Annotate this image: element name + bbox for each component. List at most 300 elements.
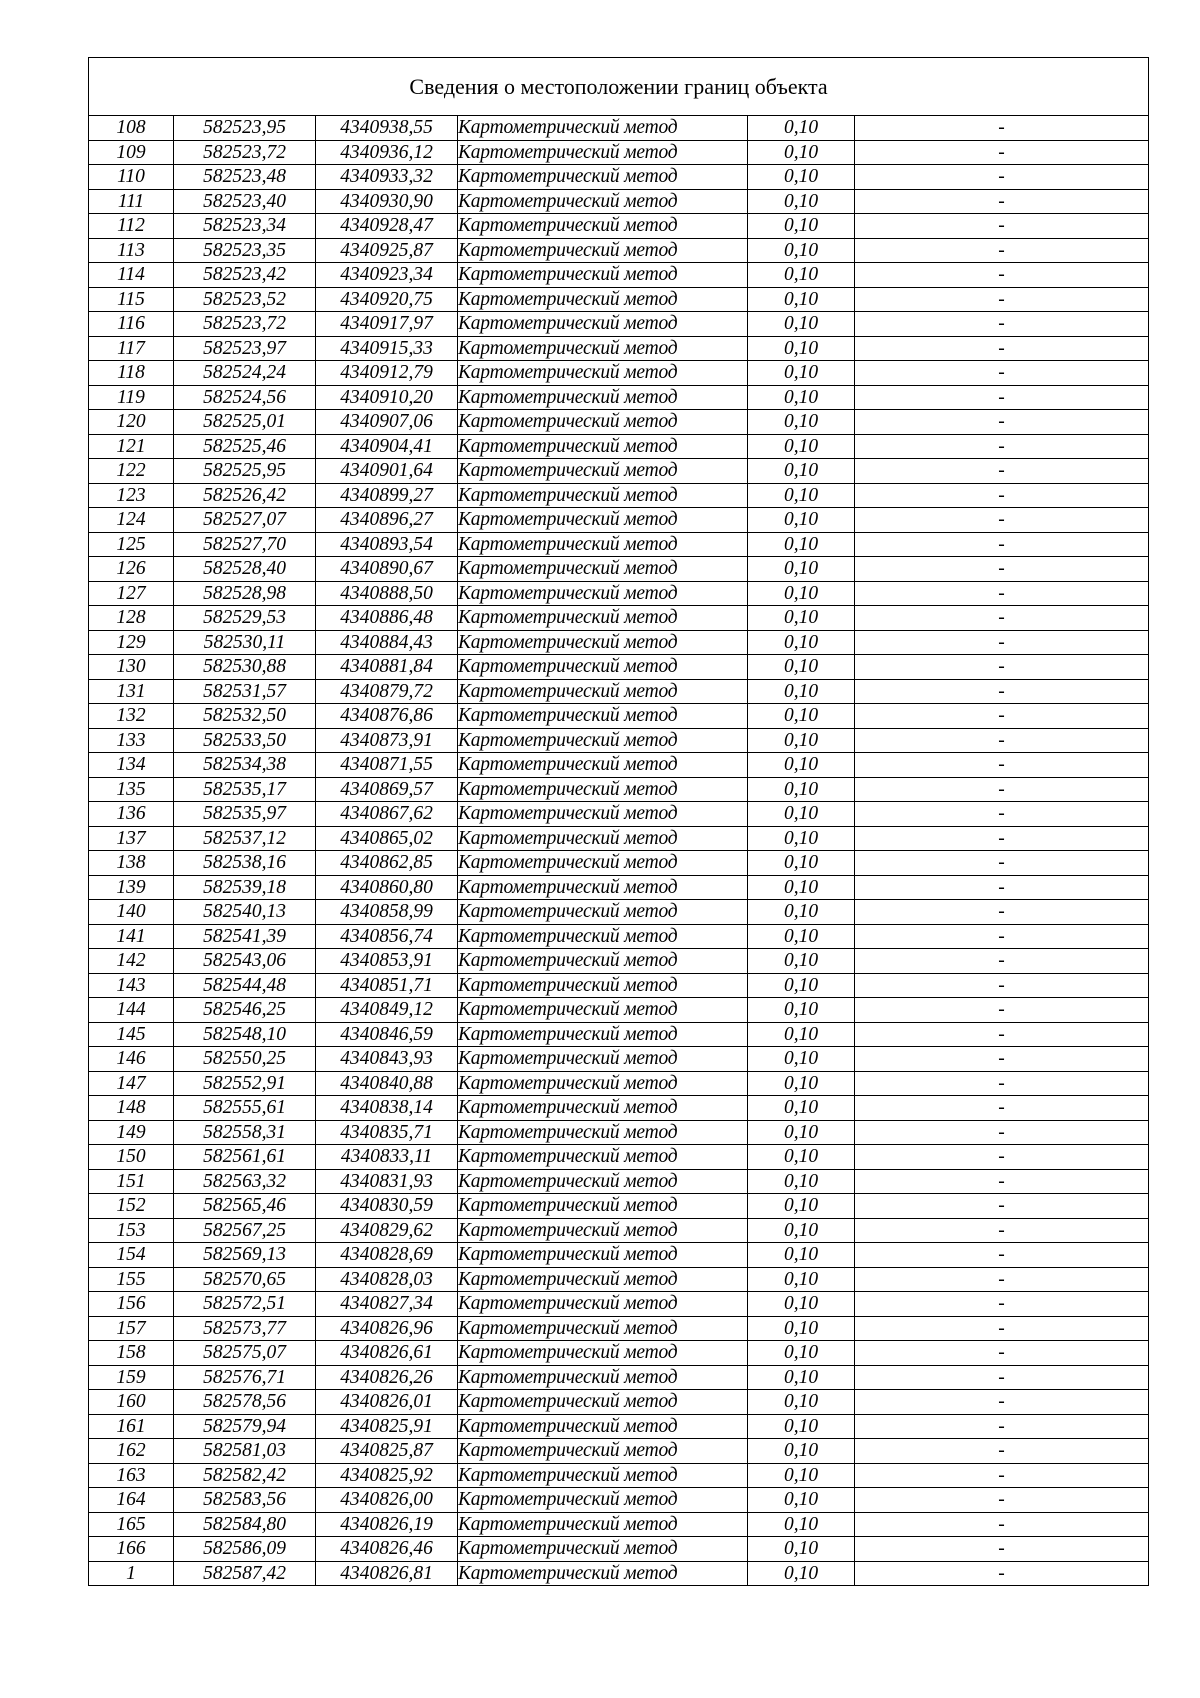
method-cell: Картометрический метод (458, 1145, 748, 1170)
note-cell: - (855, 1341, 1149, 1366)
y-coordinate-cell: 4340838,14 (316, 1096, 458, 1121)
y-coordinate-cell: 4340825,87 (316, 1439, 458, 1464)
note-cell: - (855, 312, 1149, 337)
precision-cell: 0,10 (748, 900, 855, 925)
note-cell: - (855, 434, 1149, 459)
table-row (89, 385, 1149, 410)
x-coordinate-cell: 582525,95 (174, 459, 316, 484)
table-row (89, 973, 1149, 998)
x-coordinate-cell: 582524,56 (174, 385, 316, 410)
table-row (89, 1120, 1149, 1145)
precision-cell: 0,10 (748, 728, 855, 753)
method-cell: Картометрический метод (458, 459, 748, 484)
point-number-cell: 134 (89, 753, 174, 778)
table-row (89, 802, 1149, 827)
x-coordinate-cell: 582550,25 (174, 1047, 316, 1072)
note-cell: - (855, 1463, 1149, 1488)
table-row (89, 753, 1149, 778)
table-row (89, 875, 1149, 900)
table-row (89, 140, 1149, 165)
precision-cell: 0,10 (748, 581, 855, 606)
x-coordinate-cell: 582525,46 (174, 434, 316, 459)
x-coordinate-cell: 582548,10 (174, 1022, 316, 1047)
point-number-cell: 145 (89, 1022, 174, 1047)
note-cell: - (855, 973, 1149, 998)
y-coordinate-cell: 4340828,69 (316, 1243, 458, 1268)
point-number-cell: 161 (89, 1414, 174, 1439)
y-coordinate-cell: 4340881,84 (316, 655, 458, 680)
note-cell: - (855, 1047, 1149, 1072)
y-coordinate-cell: 4340920,75 (316, 287, 458, 312)
table-row (89, 1390, 1149, 1415)
y-coordinate-cell: 4340840,88 (316, 1071, 458, 1096)
method-cell: Картометрический метод (458, 1537, 748, 1562)
point-number-cell: 139 (89, 875, 174, 900)
x-coordinate-cell: 582523,52 (174, 287, 316, 312)
point-number-cell: 125 (89, 532, 174, 557)
x-coordinate-cell: 582535,17 (174, 777, 316, 802)
precision-cell: 0,10 (748, 1120, 855, 1145)
x-coordinate-cell: 582534,38 (174, 753, 316, 778)
precision-cell: 0,10 (748, 1439, 855, 1464)
y-coordinate-cell: 4340925,87 (316, 238, 458, 263)
precision-cell: 0,10 (748, 875, 855, 900)
method-cell: Картометрический метод (458, 1561, 748, 1586)
table-row (89, 1341, 1149, 1366)
table-row (89, 581, 1149, 606)
precision-cell: 0,10 (748, 1218, 855, 1243)
note-cell: - (855, 1169, 1149, 1194)
y-coordinate-cell: 4340826,00 (316, 1488, 458, 1513)
table-row (89, 1218, 1149, 1243)
precision-cell: 0,10 (748, 1194, 855, 1219)
method-cell: Картометрический метод (458, 753, 748, 778)
method-cell: Картометрический метод (458, 1096, 748, 1121)
method-cell: Картометрический метод (458, 802, 748, 827)
method-cell: Картометрический метод (458, 140, 748, 165)
precision-cell: 0,10 (748, 679, 855, 704)
method-cell: Картометрический метод (458, 238, 748, 263)
point-number-cell: 109 (89, 140, 174, 165)
method-cell: Картометрический метод (458, 1316, 748, 1341)
y-coordinate-cell: 4340928,47 (316, 214, 458, 239)
precision-cell: 0,10 (748, 385, 855, 410)
y-coordinate-cell: 4340933,32 (316, 165, 458, 190)
table-row (89, 1047, 1149, 1072)
note-cell: - (855, 532, 1149, 557)
precision-cell: 0,10 (748, 238, 855, 263)
y-coordinate-cell: 4340936,12 (316, 140, 458, 165)
table-row (89, 410, 1149, 435)
point-number-cell: 110 (89, 165, 174, 190)
point-number-cell: 131 (89, 679, 174, 704)
note-cell: - (855, 851, 1149, 876)
precision-cell: 0,10 (748, 459, 855, 484)
precision-cell: 0,10 (748, 753, 855, 778)
precision-cell: 0,10 (748, 140, 855, 165)
y-coordinate-cell: 4340843,93 (316, 1047, 458, 1072)
point-number-cell: 158 (89, 1341, 174, 1366)
note-cell: - (855, 949, 1149, 974)
y-coordinate-cell: 4340826,46 (316, 1537, 458, 1562)
point-number-cell: 142 (89, 949, 174, 974)
y-coordinate-cell: 4340825,92 (316, 1463, 458, 1488)
point-number-cell: 115 (89, 287, 174, 312)
y-coordinate-cell: 4340826,19 (316, 1512, 458, 1537)
precision-cell: 0,10 (748, 434, 855, 459)
table-row (89, 655, 1149, 680)
table-row (89, 1096, 1149, 1121)
table-row (89, 998, 1149, 1023)
method-cell: Картометрический метод (458, 263, 748, 288)
note-cell: - (855, 777, 1149, 802)
note-cell: - (855, 336, 1149, 361)
note-cell: - (855, 998, 1149, 1023)
method-cell: Картометрический метод (458, 189, 748, 214)
method-cell: Картометрический метод (458, 826, 748, 851)
method-cell: Картометрический метод (458, 1341, 748, 1366)
note-cell: - (855, 1022, 1149, 1047)
x-coordinate-cell: 582587,42 (174, 1561, 316, 1586)
x-coordinate-cell: 582575,07 (174, 1341, 316, 1366)
table-row (89, 1022, 1149, 1047)
point-number-cell: 152 (89, 1194, 174, 1219)
note-cell: - (855, 189, 1149, 214)
precision-cell: 0,10 (748, 214, 855, 239)
y-coordinate-cell: 4340867,62 (316, 802, 458, 827)
y-coordinate-cell: 4340876,86 (316, 704, 458, 729)
table-row (89, 1145, 1149, 1170)
y-coordinate-cell: 4340907,06 (316, 410, 458, 435)
y-coordinate-cell: 4340923,34 (316, 263, 458, 288)
note-cell: - (855, 1071, 1149, 1096)
note-cell: - (855, 1439, 1149, 1464)
x-coordinate-cell: 582576,71 (174, 1365, 316, 1390)
table-row (89, 483, 1149, 508)
point-number-cell: 108 (89, 116, 174, 141)
y-coordinate-cell: 4340851,71 (316, 973, 458, 998)
x-coordinate-cell: 582526,42 (174, 483, 316, 508)
point-number-cell: 160 (89, 1390, 174, 1415)
method-cell: Картометрический метод (458, 1267, 748, 1292)
point-number-cell: 127 (89, 581, 174, 606)
x-coordinate-cell: 582530,88 (174, 655, 316, 680)
y-coordinate-cell: 4340910,20 (316, 385, 458, 410)
table-body (89, 116, 1149, 1586)
precision-cell: 0,10 (748, 1096, 855, 1121)
method-cell: Картометрический метод (458, 1022, 748, 1047)
point-number-cell: 117 (89, 336, 174, 361)
x-coordinate-cell: 582533,50 (174, 728, 316, 753)
precision-cell: 0,10 (748, 1047, 855, 1072)
point-number-cell: 144 (89, 998, 174, 1023)
precision-cell: 0,10 (748, 312, 855, 337)
method-cell: Картометрический метод (458, 728, 748, 753)
method-cell: Картометрический метод (458, 949, 748, 974)
table-row (89, 900, 1149, 925)
method-cell: Картометрический метод (458, 1390, 748, 1415)
precision-cell: 0,10 (748, 263, 855, 288)
method-cell: Картометрический метод (458, 1463, 748, 1488)
precision-cell: 0,10 (748, 630, 855, 655)
y-coordinate-cell: 4340901,64 (316, 459, 458, 484)
x-coordinate-cell: 582523,72 (174, 140, 316, 165)
table-row (89, 336, 1149, 361)
table-row (89, 1169, 1149, 1194)
table-row (89, 1365, 1149, 1390)
point-number-cell: 113 (89, 238, 174, 263)
table-row (89, 312, 1149, 337)
x-coordinate-cell: 582523,72 (174, 312, 316, 337)
x-coordinate-cell: 582552,91 (174, 1071, 316, 1096)
x-coordinate-cell: 582541,39 (174, 924, 316, 949)
precision-cell: 0,10 (748, 998, 855, 1023)
note-cell: - (855, 1145, 1149, 1170)
y-coordinate-cell: 4340826,61 (316, 1341, 458, 1366)
note-cell: - (855, 140, 1149, 165)
table-row (89, 924, 1149, 949)
table-row (89, 434, 1149, 459)
precision-cell: 0,10 (748, 508, 855, 533)
table-row (89, 679, 1149, 704)
method-cell: Картометрический метод (458, 655, 748, 680)
x-coordinate-cell: 582573,77 (174, 1316, 316, 1341)
y-coordinate-cell: 4340884,43 (316, 630, 458, 655)
table-row (89, 949, 1149, 974)
point-number-cell: 165 (89, 1512, 174, 1537)
method-cell: Картометрический метод (458, 900, 748, 925)
x-coordinate-cell: 582561,61 (174, 1145, 316, 1170)
method-cell: Картометрический метод (458, 116, 748, 141)
x-coordinate-cell: 582525,01 (174, 410, 316, 435)
precision-cell: 0,10 (748, 655, 855, 680)
x-coordinate-cell: 582532,50 (174, 704, 316, 729)
table-row (89, 1439, 1149, 1464)
precision-cell: 0,10 (748, 973, 855, 998)
table-row (89, 238, 1149, 263)
y-coordinate-cell: 4340829,62 (316, 1218, 458, 1243)
x-coordinate-cell: 582567,25 (174, 1218, 316, 1243)
x-coordinate-cell: 582538,16 (174, 851, 316, 876)
precision-cell: 0,10 (748, 1537, 855, 1562)
table-row (89, 606, 1149, 631)
note-cell: - (855, 214, 1149, 239)
method-cell: Картометрический метод (458, 924, 748, 949)
y-coordinate-cell: 4340856,74 (316, 924, 458, 949)
y-coordinate-cell: 4340917,97 (316, 312, 458, 337)
precision-cell: 0,10 (748, 777, 855, 802)
table-row (89, 630, 1149, 655)
point-number-cell: 112 (89, 214, 174, 239)
y-coordinate-cell: 4340860,80 (316, 875, 458, 900)
precision-cell: 0,10 (748, 606, 855, 631)
method-cell: Картометрический метод (458, 630, 748, 655)
y-coordinate-cell: 4340896,27 (316, 508, 458, 533)
method-cell: Картометрический метод (458, 1365, 748, 1390)
y-coordinate-cell: 4340938,55 (316, 116, 458, 141)
method-cell: Картометрический метод (458, 1512, 748, 1537)
method-cell: Картометрический метод (458, 1292, 748, 1317)
y-coordinate-cell: 4340888,50 (316, 581, 458, 606)
note-cell: - (855, 802, 1149, 827)
point-number-cell: 153 (89, 1218, 174, 1243)
x-coordinate-cell: 582523,40 (174, 189, 316, 214)
method-cell: Картометрический метод (458, 483, 748, 508)
point-number-cell: 120 (89, 410, 174, 435)
y-coordinate-cell: 4340831,93 (316, 1169, 458, 1194)
note-cell: - (855, 1512, 1149, 1537)
note-cell: - (855, 459, 1149, 484)
y-coordinate-cell: 4340828,03 (316, 1267, 458, 1292)
precision-cell: 0,10 (748, 1512, 855, 1537)
note-cell: - (855, 410, 1149, 435)
point-number-cell: 149 (89, 1120, 174, 1145)
point-number-cell: 156 (89, 1292, 174, 1317)
y-coordinate-cell: 4340846,59 (316, 1022, 458, 1047)
method-cell: Картометрический метод (458, 385, 748, 410)
x-coordinate-cell: 582586,09 (174, 1537, 316, 1562)
method-cell: Картометрический метод (458, 214, 748, 239)
note-cell: - (855, 655, 1149, 680)
method-cell: Картометрический метод (458, 679, 748, 704)
note-cell: - (855, 385, 1149, 410)
point-number-cell: 154 (89, 1243, 174, 1268)
x-coordinate-cell: 582546,25 (174, 998, 316, 1023)
y-coordinate-cell: 4340830,59 (316, 1194, 458, 1219)
note-cell: - (855, 1365, 1149, 1390)
point-number-cell: 146 (89, 1047, 174, 1072)
precision-cell: 0,10 (748, 361, 855, 386)
point-number-cell: 141 (89, 924, 174, 949)
y-coordinate-cell: 4340853,91 (316, 949, 458, 974)
y-coordinate-cell: 4340915,33 (316, 336, 458, 361)
table-row (89, 704, 1149, 729)
y-coordinate-cell: 4340825,91 (316, 1414, 458, 1439)
x-coordinate-cell: 582530,11 (174, 630, 316, 655)
table-row (89, 165, 1149, 190)
note-cell: - (855, 1218, 1149, 1243)
method-cell: Картометрический метод (458, 1439, 748, 1464)
precision-cell: 0,10 (748, 1463, 855, 1488)
x-coordinate-cell: 582539,18 (174, 875, 316, 900)
method-cell: Картометрический метод (458, 973, 748, 998)
note-cell: - (855, 1561, 1149, 1586)
x-coordinate-cell: 582569,13 (174, 1243, 316, 1268)
y-coordinate-cell: 4340912,79 (316, 361, 458, 386)
table-row (89, 361, 1149, 386)
method-cell: Картометрический метод (458, 508, 748, 533)
table-row (89, 1463, 1149, 1488)
table-row (89, 214, 1149, 239)
note-cell: - (855, 753, 1149, 778)
x-coordinate-cell: 582565,46 (174, 1194, 316, 1219)
table-title-row (89, 58, 1149, 116)
method-cell: Картометрический метод (458, 1243, 748, 1268)
precision-cell: 0,10 (748, 483, 855, 508)
x-coordinate-cell: 582579,94 (174, 1414, 316, 1439)
y-coordinate-cell: 4340879,72 (316, 679, 458, 704)
precision-cell: 0,10 (748, 949, 855, 974)
x-coordinate-cell: 582528,40 (174, 557, 316, 582)
table-title: Сведения о местоположении границ объекта (89, 58, 1149, 116)
method-cell: Картометрический метод (458, 1194, 748, 1219)
table-row (89, 116, 1149, 141)
point-number-cell: 123 (89, 483, 174, 508)
point-number-cell: 128 (89, 606, 174, 631)
x-coordinate-cell: 582524,24 (174, 361, 316, 386)
note-cell: - (855, 679, 1149, 704)
x-coordinate-cell: 582535,97 (174, 802, 316, 827)
y-coordinate-cell: 4340871,55 (316, 753, 458, 778)
point-number-cell: 119 (89, 385, 174, 410)
y-coordinate-cell: 4340873,91 (316, 728, 458, 753)
x-coordinate-cell: 582537,12 (174, 826, 316, 851)
precision-cell: 0,10 (748, 826, 855, 851)
table-row (89, 1267, 1149, 1292)
note-cell: - (855, 1390, 1149, 1415)
point-number-cell: 116 (89, 312, 174, 337)
note-cell: - (855, 1096, 1149, 1121)
method-cell: Картометрический метод (458, 777, 748, 802)
precision-cell: 0,10 (748, 704, 855, 729)
method-cell: Картометрический метод (458, 1414, 748, 1439)
x-coordinate-cell: 582581,03 (174, 1439, 316, 1464)
point-number-cell: 121 (89, 434, 174, 459)
table-row (89, 1414, 1149, 1439)
x-coordinate-cell: 582563,32 (174, 1169, 316, 1194)
point-number-cell: 138 (89, 851, 174, 876)
point-number-cell: 111 (89, 189, 174, 214)
note-cell: - (855, 924, 1149, 949)
note-cell: - (855, 826, 1149, 851)
method-cell: Картометрический метод (458, 287, 748, 312)
note-cell: - (855, 630, 1149, 655)
point-number-cell: 163 (89, 1463, 174, 1488)
table-row (89, 1537, 1149, 1562)
method-cell: Картометрический метод (458, 606, 748, 631)
note-cell: - (855, 116, 1149, 141)
x-coordinate-cell: 582527,07 (174, 508, 316, 533)
y-coordinate-cell: 4340833,11 (316, 1145, 458, 1170)
point-number-cell: 140 (89, 900, 174, 925)
method-cell: Картометрический метод (458, 875, 748, 900)
note-cell: - (855, 1243, 1149, 1268)
precision-cell: 0,10 (748, 1414, 855, 1439)
note-cell: - (855, 1292, 1149, 1317)
method-cell: Картометрический метод (458, 434, 748, 459)
table-row (89, 1194, 1149, 1219)
precision-cell: 0,10 (748, 287, 855, 312)
precision-cell: 0,10 (748, 1488, 855, 1513)
table-row (89, 1292, 1149, 1317)
y-coordinate-cell: 4340826,96 (316, 1316, 458, 1341)
x-coordinate-cell: 582523,48 (174, 165, 316, 190)
y-coordinate-cell: 4340827,34 (316, 1292, 458, 1317)
method-cell: Картометрический метод (458, 1218, 748, 1243)
point-number-cell: 162 (89, 1439, 174, 1464)
y-coordinate-cell: 4340849,12 (316, 998, 458, 1023)
note-cell: - (855, 1120, 1149, 1145)
precision-cell: 0,10 (748, 1365, 855, 1390)
point-number-cell: 155 (89, 1267, 174, 1292)
precision-cell: 0,10 (748, 557, 855, 582)
x-coordinate-cell: 582527,70 (174, 532, 316, 557)
method-cell: Картометрический метод (458, 1488, 748, 1513)
y-coordinate-cell: 4340826,81 (316, 1561, 458, 1586)
precision-cell: 0,10 (748, 410, 855, 435)
table-row (89, 459, 1149, 484)
x-coordinate-cell: 582558,31 (174, 1120, 316, 1145)
